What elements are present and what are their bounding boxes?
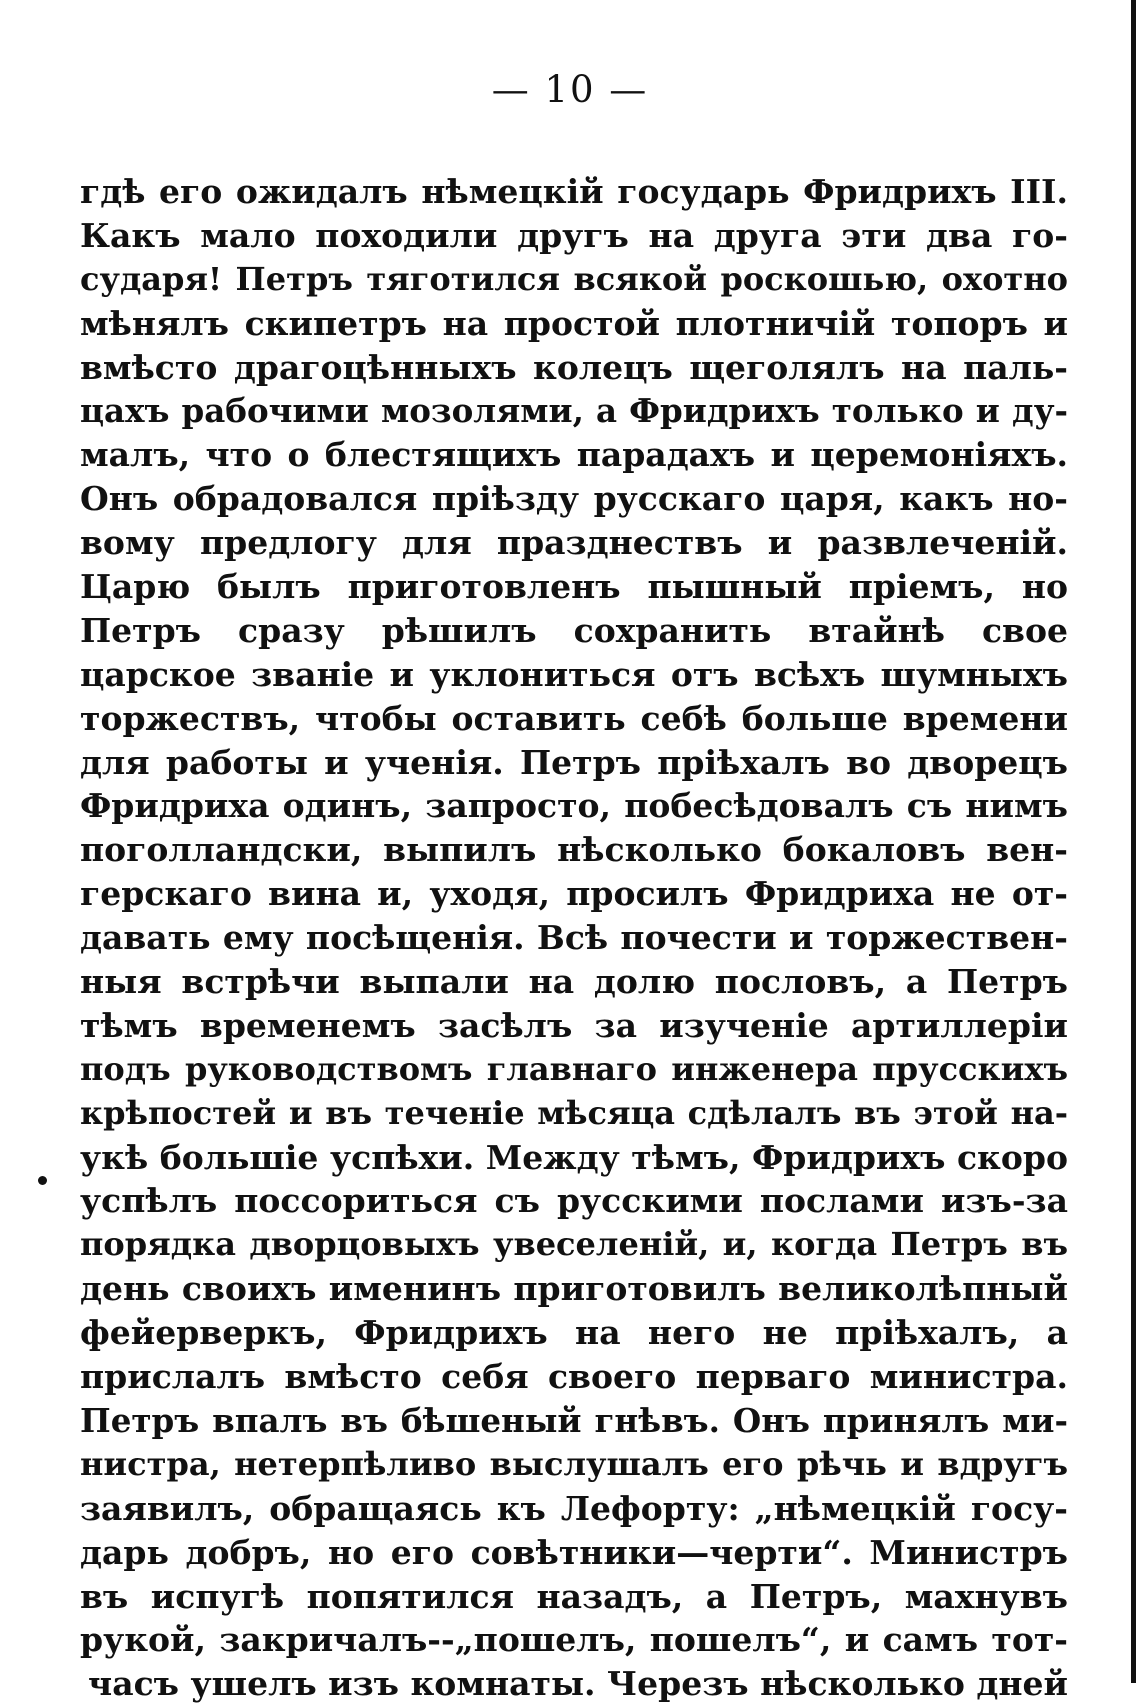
text-line: сударя! Петръ тяготился всякой роскошью, охотно	[80, 259, 1068, 298]
text-line: крѣпостей и въ теченіе мѣсяца сдѣлалъ въ этой на-	[80, 1093, 1068, 1132]
text-line: дарь добръ, но его совѣтники—черти“. Министръ	[80, 1532, 1068, 1572]
margin-dot-mark	[38, 1176, 47, 1185]
page-edge-rule	[1131, 0, 1136, 1683]
text-line: царское званіе и уклониться отъ всѣхъ шумныхъ	[80, 654, 1068, 694]
text-line: день своихъ именинъ приготовилъ великолѣпный	[80, 1269, 1068, 1309]
text-line: поголландски, выпилъ нѣсколько бокаловъ вен-	[80, 830, 1068, 870]
text-line: Петръ сразу рѣшилъ сохранить втайнѣ свое	[80, 610, 1068, 650]
text-line: вмѣсто драгоцѣнныхъ колецъ щеголялъ на паль-	[80, 347, 1068, 387]
text-line: укѣ большіе успѣхи. Между тѣмъ, Фридрихъ скоро	[80, 1137, 1068, 1177]
text-line: Петръ впалъ въ бѣшеный гнѣвъ. Онъ принялъ ми-	[80, 1400, 1068, 1440]
text-line: Онъ обрадовался пріѣзду русскаго царя, какъ но-	[80, 479, 1068, 519]
text-line: малъ, что о блестящихъ парадахъ и церемоніяхъ.	[80, 435, 1068, 475]
page-number: — 10 —	[491, 68, 649, 111]
text-line: часъ ушелъ изъ комнаты. Черезъ нѣсколько дней	[88, 1664, 1068, 1704]
text-line: Какъ мало походили другъ на друга эти два го-	[80, 215, 1068, 255]
text-line: прислалъ вмѣсто себя своего перваго министра.	[80, 1357, 1068, 1397]
text-line: торжествъ, чтобы оставить себѣ больше времени	[80, 698, 1068, 738]
text-line: порядка дворцовыхъ увеселеній, и, когда Петръ въ	[80, 1225, 1068, 1264]
text-line: давать ему посѣщенія. Всѣ почести и торжествен-	[80, 918, 1068, 958]
text-line: рукой, закричалъ--„пошелъ, пошелъ“, и самъ тот-	[80, 1620, 1068, 1660]
text-line: гдѣ его ожидалъ нѣмецкій государь Фридрихъ III.	[80, 172, 1068, 211]
text-line: для работы и ученія. Петръ пріѣхалъ во дворецъ	[80, 742, 1068, 782]
text-line: успѣлъ поссориться съ русскими послами изъ-за	[80, 1181, 1068, 1221]
text-line: тѣмъ временемъ засѣлъ за изученіе артиллеріи	[80, 1005, 1068, 1045]
text-line: фейерверкъ, Фридрихъ на него не пріѣхалъ, а	[80, 1313, 1068, 1353]
text-line: герскаго вина и, уходя, просилъ Фридриха не от-	[80, 874, 1068, 914]
text-line: заявилъ, обращаясь къ Лефорту: „нѣмецкій госу-	[80, 1488, 1068, 1528]
text-line: цахъ рабочими мозолями, а Фридрихъ только и ду-	[80, 391, 1068, 431]
text-line: нистра, нетерпѣливо выслушалъ его рѣчь и вдругъ	[80, 1444, 1068, 1483]
text-line: въ испугѣ попятился назадъ, а Петръ, махнувъ	[80, 1576, 1068, 1616]
text-line: ныя встрѣчи выпали на долю пословъ, а Петръ	[80, 962, 1068, 1002]
text-line: подъ руководствомъ главнаго инженера прусскихъ	[80, 1049, 1068, 1088]
text-line: мѣнялъ скипетръ на простой плотничій топоръ и	[80, 303, 1068, 343]
text-line: Царю былъ приготовленъ пышный пріемъ, но	[80, 567, 1068, 607]
body-text	[80, 170, 1068, 1706]
text-line: вому предлогу для празднествъ и развлеченій.	[80, 523, 1068, 563]
text-line: Фридриха одинъ, запросто, побесѣдовалъ съ нимъ	[80, 786, 1068, 826]
